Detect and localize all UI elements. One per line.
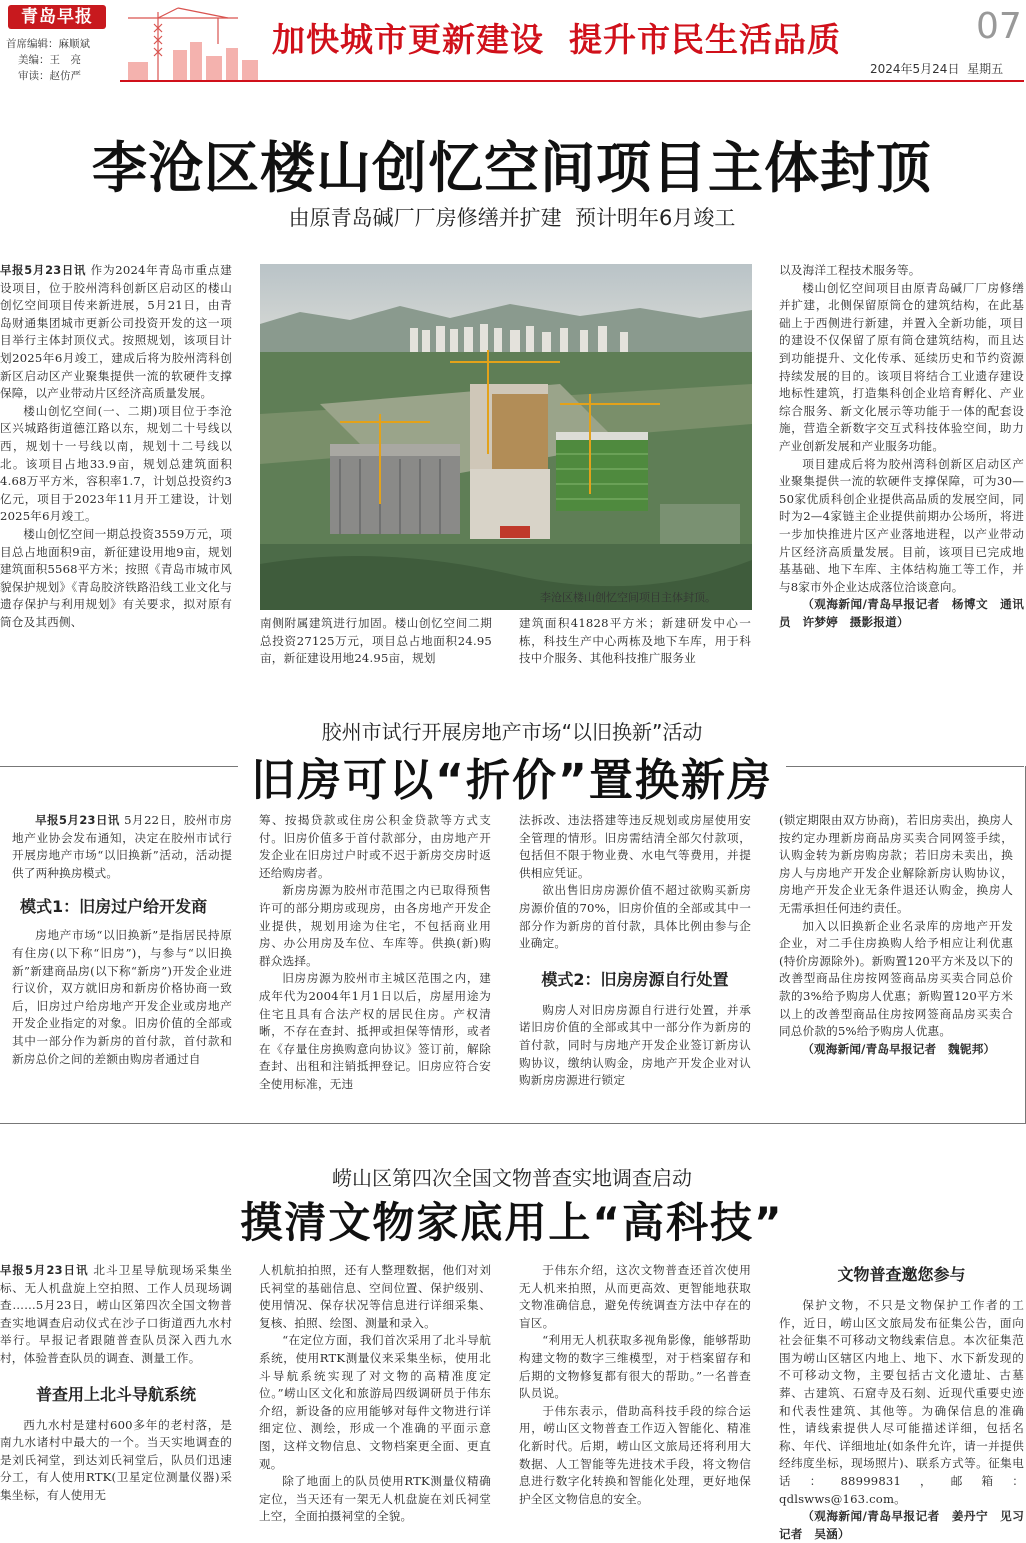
article-3-kicker: 崂山区第四次全国文物普查实地调查启动 xyxy=(332,1166,692,1190)
skyline-crane-graphic xyxy=(118,4,278,84)
article-paragraph: 于伟东介绍，这次文物普查还首次使用无人机来拍照，从而更高效、更智能地获取文物准确信息，避免传统调查方法中存在的盲区。 xyxy=(519,1263,751,1330)
photo-caption: 李沧区楼山创忆空间项目主体封顶。 xyxy=(540,591,716,604)
article-2-col-2 xyxy=(259,812,491,1122)
sidebar-heading: 文物普查邀您参与 xyxy=(837,1265,966,1284)
article-paragraph: 购房人对旧房房源自行进行处置，并承诺旧房价值的全部或其中一部分作为新房的首付款，同时与房地产开发企业签订新房认购协议，缴纳认购金，房地产开发企业对认购新房房源进行锁定 xyxy=(519,1002,751,1088)
article-paragraph: 早报5月23日讯 作为2024年青岛市重点建设项目，位于胶州湾科创新区启动区的楼山创忆空间项目传来新进展，5月21日，由青岛财通集团城市更新公司投资开发的这一项目举行主体封顶仪式。按照规划，该项目计划2025年6月竣工，建成后将为胶州湾科创新区启动区产业聚集提供一流的软硬件支撑保障，以产业带动片区经济高质量发展。 xyxy=(0,263,232,401)
article-paragraph: 楼山创忆空间项目由原青岛碱厂厂房修缮并扩建，北侧保留原筒仓的建筑结构，在此基础上于西侧进行新建，并置入全新功能，项目的建设不仅保留了原有筒仓建筑结构，而且达到功能提升、文化传承、延续历史和节约资源持续发展的目的。该项目将结合工业遗存建设地标性建筑，打造集科创企业培育孵化、产业综合服务、新文化展示等功能于一体的配套设施，营造全新数字交互式科技体验空间，助力产业创新发展和产业服务功能。 xyxy=(779,280,1024,453)
article-1-subtitle: 由原青岛碱厂厂房修缮并扩建 预计明年6月竣工 xyxy=(288,206,736,230)
editor-credits xyxy=(6,36,116,84)
section-heading: 模式2：旧房房源自行处置 xyxy=(541,969,729,989)
article-paragraph: 新房房源为胶州市范围之内已取得预售许可的部分期房或现房，由各房地产开发企业提供，规划用途为住宅，不包括商业用房、办公用房及车位、车库等。供换(新)购群众选择。 xyxy=(259,883,491,968)
article-credit: （观海新闻/青岛早报记者 姜丹宁 见习记者 吴涵） xyxy=(779,1509,1024,1541)
article-paragraph: 保护文物，不只是文物保护工作者的工作，近日，崂山区文旅局发布征集公告，面向社会征集不可移动文物线索信息。本次征集范围为崂山区辖区内地上、地下、水下新发现的不可移动文物，主要包括古文化遗址、古墓葬、古建筑、石窟寺及石刻、近现代重要史迹和代表性建筑、其他等。为确保信息的准确性，请线索提供人尽可能描述详细，包括名称、年代、详细地址(如条件允许，请一并提供经纬度坐标，现场照片)、联系方式等。征集电话：88999831，邮箱：qdlswws@163.com。 xyxy=(779,1298,1024,1506)
construction-site-photo xyxy=(260,264,752,610)
frame-top-left xyxy=(0,766,238,767)
article-paragraph: “利用无人机获取多视角影像，能够帮助构建文物的数字三维模型，对于档案留存和后期的文物修复都有很大的帮助。”一名普查队员说。 xyxy=(519,1333,751,1401)
masthead-rule xyxy=(120,80,1024,82)
frame-top-right xyxy=(786,766,1024,767)
article-paragraph: 以及海洋工程技术服务等。 xyxy=(779,263,921,277)
article-paragraph: 于伟东表示，借助高科技手段的综合运用，崂山区文物普查工作迈入智能化、精准化新时代。后期，崂山区文旅局还将利用大数据、人工智能等先进技术手段，将文物信息进行数字化转换和智能化处理，更好地保护全区文物信息的安全。 xyxy=(519,1403,751,1506)
article-paragraph: 欲出售旧房房源价值不超过欲购买新房房源价值的70%，旧房价值的全部或其中一部分作为新房的首付款，具体比例由参与企业确定。 xyxy=(519,883,751,951)
article-paragraph: 早报5月23日讯 北斗卫星导航现场采集坐标、无人机盘旋上空拍照、工作人员现场调查……5月23日，崂山区第四次全国文物普查实地调查启动仪式在沙子口街道西九水村举行。早报记者跟随普查队员深入西九水村，体验普查队员的调查、测量工作。 xyxy=(0,1263,232,1365)
article-paragraph: 筹、按揭贷款或住房公积金贷款等方式支付。旧房价值多于首付款部分，由房地产开发企业在旧房过户时或不迟于新房交房时返还给购房者。 xyxy=(259,813,491,880)
article-credit: （观海新闻/青岛早报记者 杨博文 通讯员 许梦婷 摄影报道） xyxy=(779,597,1024,629)
editor-line: 美编：王 亮 xyxy=(18,54,81,66)
article-paragraph: 加入以旧换新企业名录库的房地产开发企业，对二手住房换购人给予相应让利优惠(特价房源除外)。新购置120平方米及以下的改善型商品住房按网签商品房买卖合同总价款的3%给予购房人优惠；新购置120平方米以上的改善型商品住房按网签商品房买卖合同总价款的5%给予购房人优惠。 xyxy=(779,918,1013,1039)
article-paragraph: 早报5月23日讯 5月22日，胶州市房地产业协会发布通知，决定在胶州市试行开展房地产市场“以旧换新”活动，活动提供了两种换房模式。 xyxy=(12,813,232,880)
article-paragraph: 房地产市场“以旧换新”是指居民持原有住房(以下称“旧房”)，与参与“以旧换新”新建商品房(以下称“新房”)开发企业进行议价，双方就旧房和新房价格协商一致后，旧房过户给房地产开发企业或房地产开发企业指定的对象。旧房价值的全部或其中一部分作为新房的首付款，首付款和新房总价之间的差额由购房者通过自 xyxy=(12,928,232,1066)
article-2-col-4 xyxy=(779,812,1013,1122)
dateline: 早报5月23日讯 xyxy=(0,1263,89,1277)
article-paragraph: 南侧附属建筑进行加固。楼山创忆空间二期总投资27125万元，项目总占地面积24.95亩，新征建设用地24.95亩，规划 xyxy=(260,616,492,666)
article-1-photo xyxy=(260,264,752,610)
page-slogan: 加快城市更新建设 提升市民生活品质 xyxy=(272,20,841,59)
article-2-kicker: 胶州市试行开展房地产市场“以旧换新”活动 xyxy=(321,720,703,744)
building-right xyxy=(556,432,648,511)
article-3-sidebar-box xyxy=(779,1262,1024,1541)
newspaper-logo: 青岛早报 xyxy=(8,5,106,29)
dateline: 早报5月23日讯 xyxy=(35,813,120,827)
masthead xyxy=(0,0,1024,92)
article-paragraph: 建筑面积41828平方米；新建研发中心一栋，科技生产中心两栋及地下车库，用于科技中介服务、其他科技推广服务业 xyxy=(519,616,751,666)
article-paragraph: 项目建成后将为胶州湾科创新区启动区产业聚集提供一流的软硬件支撑保障，可为30—50家优质科创企业提供高品质的发展空间，同时为2—4家链主企业提供前期办公场所，将进一步加快推进片区产业落地进程，以产业带动片区经济高质量发展。目前，该项目已完成地基基础、地下车库、主体结构施工等工作，并与8家市外企业达成落位洽谈意向。 xyxy=(779,456,1024,594)
issue-date: 2024年5月24日 星期五 xyxy=(870,62,1004,76)
article-3-col-3 xyxy=(519,1262,751,1531)
section-heading: 模式1：旧房过户给开发商 xyxy=(20,897,208,917)
article-2-title: 旧房可以“折价”置换新房 xyxy=(251,755,773,806)
article-paragraph: (锁定期限由双方协商)，若旧房卖出，换房人按约定办理新房商品房买卖合同网签手续，认购金转为新房购房款；若旧房未卖出，换房人与房地产开发企业解除新房认购协议，房地产开发企业无条件退还认购金，换房人无需承担任何违约责任。 xyxy=(779,813,1013,915)
article-credit: （观海新闻/青岛早报记者 魏铌邦） xyxy=(802,1041,996,1056)
article-1-col-4 xyxy=(779,262,1024,672)
editor-line: 首席编辑：麻顺斌 xyxy=(6,38,90,50)
article-paragraph: 法拆改、违法搭建等违反规划或房屋使用安全管理的情形。旧房需结清全部欠付款项，包括但不限于物业费、水电气等费用，并提供相应凭证。 xyxy=(519,813,751,880)
article-paragraph: 楼山创忆空间(一、二期)项目位于李沧区兴城路街道德江路以东，规划二十号线以西，规划十一号线以南，规划十二号线以北。该项目占地33.9亩，规划总建筑面积4.68万平方米，容积率1.7，计划总投资约3亿元，项目于2023年11月开工建设，计划2025年6月竣工。 xyxy=(0,403,232,524)
article-1-col-1 xyxy=(0,262,232,672)
article-2-col-3 xyxy=(519,812,751,1122)
article-1-title: 李沧区楼山创忆空间项目主体封顶 xyxy=(91,136,932,200)
article-paragraph: 西九水村是建村600多年的老村落，是南九水诸村中最大的一个。当天实地调查的是刘氏祠堂，到达刘氏祠堂后，队员们迅速分工，有人使用RTK(卫星定位测量仪器)采集坐标，有人使用无 xyxy=(0,1417,232,1502)
editor-line: 审读：赵仿严 xyxy=(18,70,81,82)
article-3-col-2 xyxy=(259,1262,491,1531)
article-2-col-1 xyxy=(12,812,232,1122)
article-paragraph: 除了地面上的队员使用RTK测量仪精确定位，当天还有一架无人机盘旋在刘氏祠堂上空，全面拍摄祠堂的全貌。 xyxy=(259,1474,491,1524)
article-paragraph: 人机航拍拍照，还有人整理数据，他们对刘氏祠堂的基础信息、空间位置、保护级别、使用情况、保存状况等信息进行详细采集、复核、拍照、绘图、测量和录入。 xyxy=(259,1263,491,1330)
section-heading: 普查用上北斗导航系统 xyxy=(35,1384,196,1404)
building-center xyxy=(470,384,550,539)
article-paragraph: 楼山创忆空间一期总投资3559万元，项目总占地面积9亩，新征建设用地9亩，规划建筑面积5568平方米；按照《青岛市城市风貌保护规划》《青岛胶济铁路沿线工业文化与遗存保护与利用规划》有关要求，拟对原有筒仓及其西侧、 xyxy=(0,526,232,629)
article-paragraph: 旧房房源为胶州市主城区范围之内，建成年代为2004年1月1日以后，房屋用途为住宅且具有合法产权的居民住房。产权清晰，不存在查封、抵押或担保等情形，或者在《存量住房换购意向协议》签订前，解除查封、出租和注销抵押登记。旧房应符合安全使用标准，无违 xyxy=(259,971,491,1091)
article-3-col-1 xyxy=(0,1262,232,1531)
article-3-title: 摸清文物家底用上“高科技” xyxy=(240,1198,784,1247)
article-1-col-3 xyxy=(519,615,751,668)
article-paragraph: “在定位方面，我们首次采用了北斗导航系统，使用RTK测量仪来采集坐标，使用北斗导航系统实现了对文物的高精准度定位。”崂山区文化和旅游局四级调研员于伟东介绍，新设备的应用能够对每件文物进行详细定位、测绘，形成一个准确的平面示意图，这样文物信息、文物档案更全面、更直观。 xyxy=(259,1333,491,1471)
article-1-col-2 xyxy=(260,615,492,668)
page-number: 07 xyxy=(976,6,1022,47)
building-left xyxy=(330,444,460,534)
dateline: 早报5月23日讯 xyxy=(0,263,87,277)
